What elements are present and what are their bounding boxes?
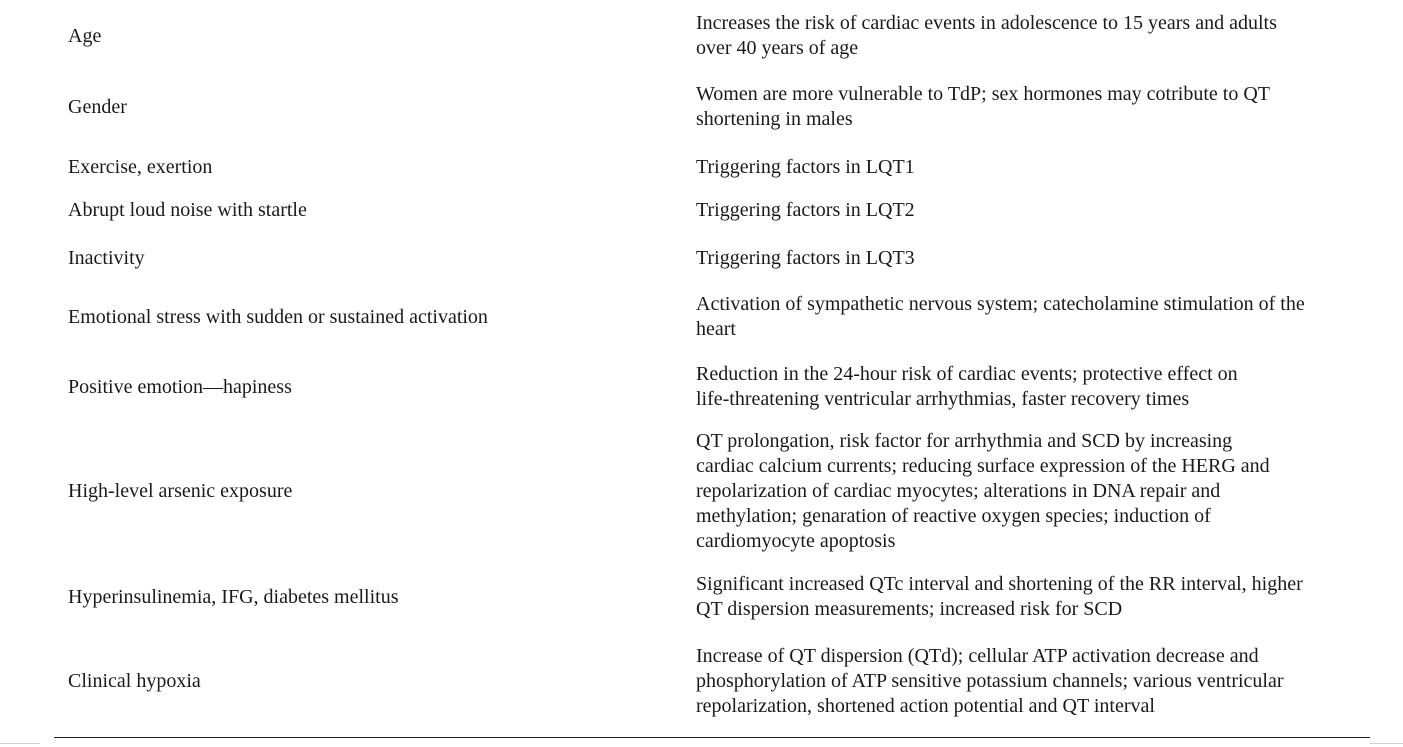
table-row	[54, 422, 1370, 560]
table-row	[54, 282, 1370, 352]
effect-cell	[696, 560, 1370, 634]
effect-cell	[696, 148, 1370, 186]
table-row	[54, 634, 1370, 728]
effect-line: Activation of sympathetic nervous system; catecholamine stimulation of the	[696, 293, 1305, 315]
factor-cell: High-level arsenic exposure	[68, 479, 293, 502]
effect-line: Significant increased QTc interval and shortening of the RR interval, higher	[696, 573, 1303, 595]
effect-line: Women are more vulnerable to TdP; sex hormones may cotribute to QT	[696, 83, 1270, 105]
table-body	[54, 6, 1370, 728]
effect-line: Triggering factors in LQT3	[696, 246, 915, 269]
page-edge-line-right	[1370, 743, 1403, 744]
effect-cell	[696, 634, 1370, 728]
table-bottom-rule	[54, 737, 1370, 738]
effect-line: methylation; genaration of reactive oxygen species; induction of	[696, 504, 1211, 527]
effect-line: heart	[696, 318, 736, 340]
table-row	[54, 234, 1370, 282]
table-row	[54, 148, 1370, 186]
effect-cell	[696, 234, 1370, 282]
table-row	[54, 352, 1370, 422]
factor-cell: Age	[68, 24, 102, 47]
effect-line: Triggering factors in LQT1	[696, 155, 915, 178]
effect-line: Increase of QT dispersion (QTd); cellular ATP activation decrease and	[696, 644, 1259, 667]
risk-factors-table	[54, 6, 1370, 728]
effect-cell	[696, 282, 1370, 352]
table-row	[54, 66, 1370, 148]
effect-cell	[696, 352, 1370, 422]
table-row	[54, 6, 1370, 66]
page-edge-line-left	[0, 743, 40, 744]
table-row	[54, 186, 1370, 234]
effect-line: QT prolongation, risk factor for arrhythmia and SCD by increasing	[696, 429, 1233, 452]
factor-cell: Exercise, exertion	[68, 155, 213, 178]
table-row	[54, 560, 1370, 634]
effect-line: phosphorylation of ATP sensitive potassium channels; various ventricular	[696, 669, 1284, 692]
effect-line: repolarization of cardiac myocytes; alterations in DNA repair and	[696, 479, 1221, 502]
effect-line: cardiomyocyte apoptosis	[696, 529, 896, 552]
factor-cell: Emotional stress with sudden or sustained activation	[68, 305, 488, 328]
effect-line: Reduction in the 24-hour risk of cardiac events; protective effect on	[696, 363, 1238, 385]
effect-line: repolarization, shortened action potential and QT interval	[696, 694, 1155, 717]
factor-cell: Clinical hypoxia	[68, 669, 201, 692]
effect-line: life-threatening ventricular arrhythmias, faster recovery times	[696, 388, 1190, 410]
effect-cell	[696, 422, 1370, 560]
effect-line: Increases the risk of cardiac events in adolescence to 15 years and adults	[696, 12, 1277, 34]
factor-cell: Hyperinsulinemia, IFG, diabetes mellitus	[68, 585, 399, 608]
effect-line: QT dispersion measurements; increased risk for SCD	[696, 598, 1123, 620]
factor-cell: Gender	[68, 95, 127, 118]
effect-cell	[696, 6, 1370, 66]
effect-cell	[696, 66, 1370, 148]
factor-cell: Abrupt loud noise with startle	[68, 198, 307, 221]
effect-line: Triggering factors in LQT2	[696, 198, 915, 221]
effect-cell	[696, 186, 1370, 234]
effect-line: over 40 years of age	[696, 37, 859, 59]
effect-line: shortening in males	[696, 108, 853, 130]
factor-cell: Positive emotion—hapiness	[68, 375, 292, 398]
factor-cell: Inactivity	[68, 246, 145, 269]
effect-line: cardiac calcium currents; reducing surface expression of the HERG and	[696, 454, 1270, 477]
